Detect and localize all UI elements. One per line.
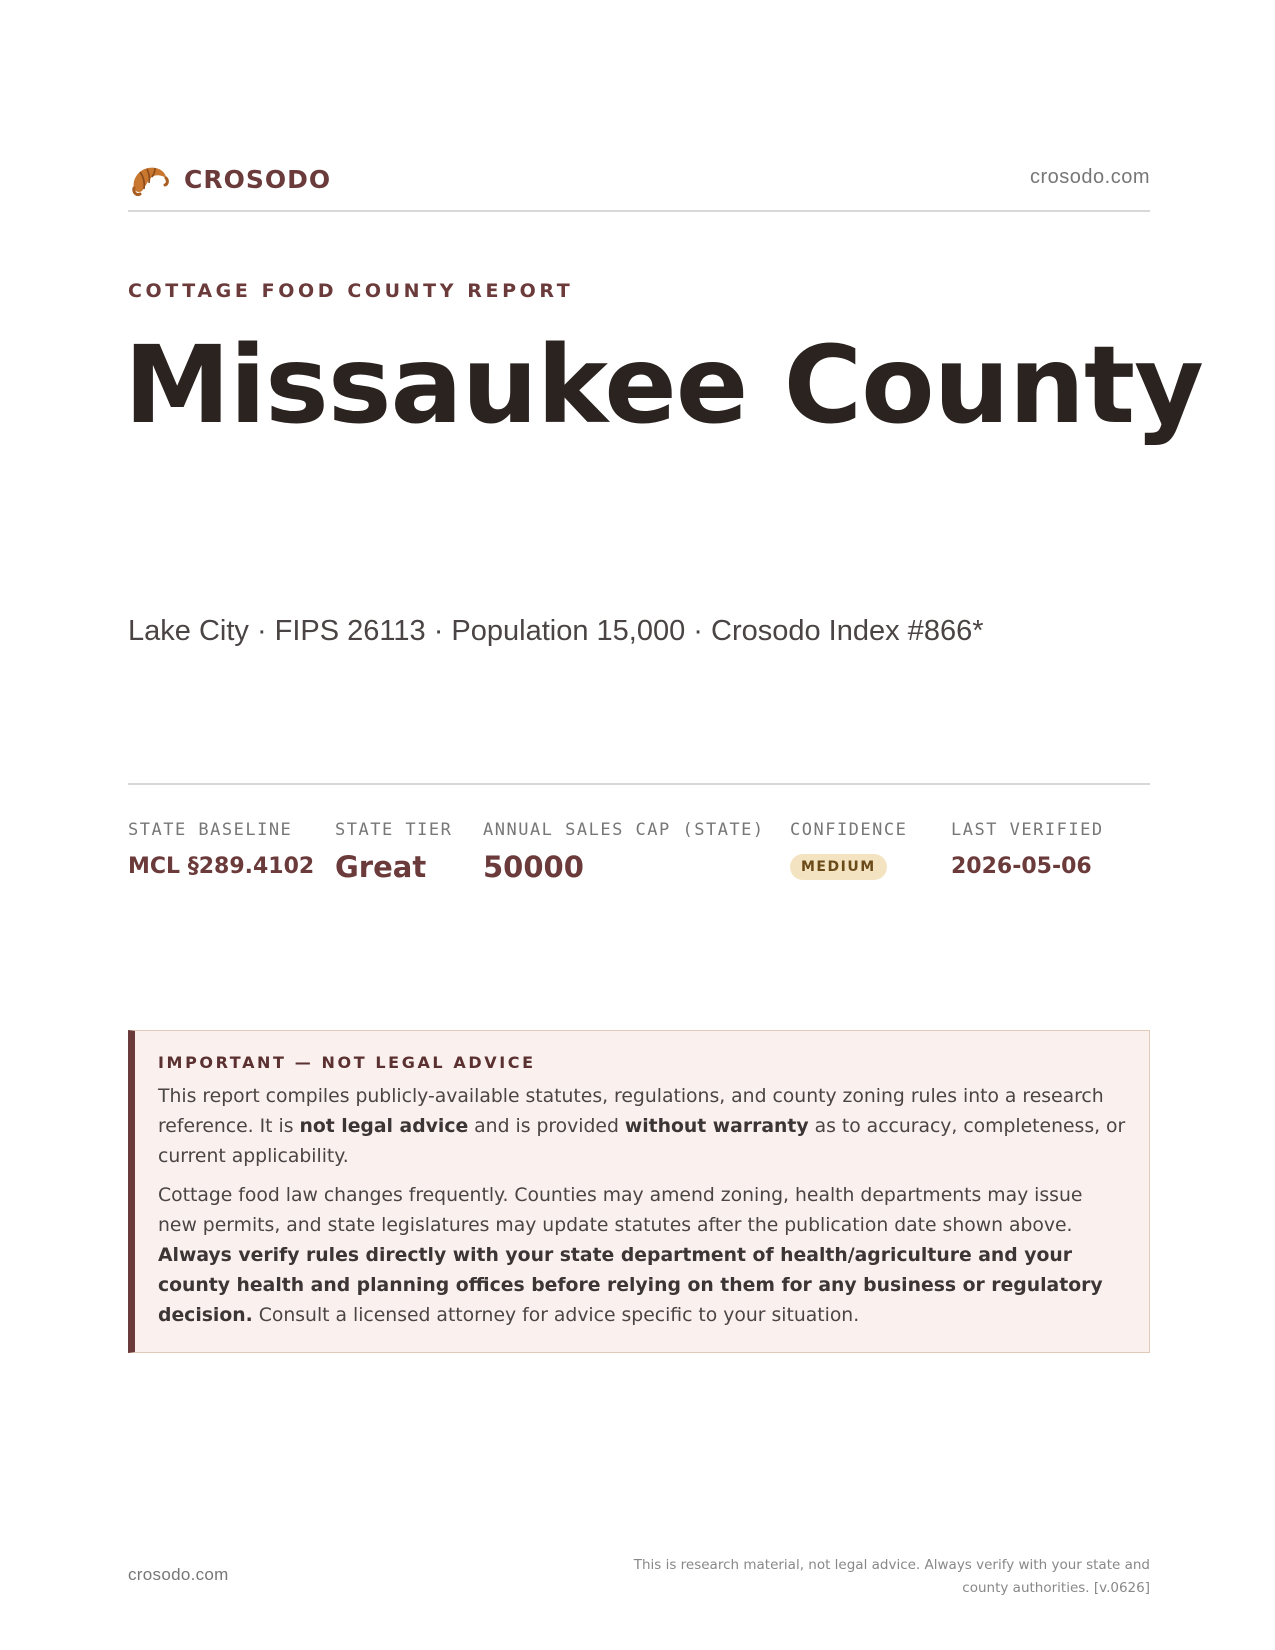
stat-value: 2026-05-06 — [951, 854, 1092, 879]
brand-name: CROSODO — [184, 164, 332, 194]
legal-notice — [128, 1030, 1150, 1353]
notice-paragraph: Cottage food law changes frequently. Counties may amend zoning, health departments may issue new permits, and state legislatures may update statutes after the publication date shown above. Always verify rules directly with your state department of health/agriculture and your county health and planning offices before relying on them for any business or regulatory decision. Consult a licensed attorney for advice specific to your situation. — [158, 1185, 1103, 1326]
stat-confidence — [790, 820, 907, 880]
county-subline: Lake City · FIPS 26113 · Population 15,000 · Crosodo Index #866* — [128, 615, 984, 647]
brand[interactable] — [128, 158, 331, 200]
stat-value: MCL §289.4102 — [128, 854, 315, 879]
confidence-badge: MEDIUM — [790, 854, 887, 880]
footer-url[interactable]: crosodo.com — [128, 1565, 229, 1584]
stat-state-tier — [335, 820, 452, 884]
section-divider — [128, 783, 1150, 785]
header-divider — [128, 210, 1150, 212]
stat-last-verified — [951, 820, 1104, 879]
site-url[interactable]: crosodo.com — [1030, 166, 1150, 188]
page-title: Missaukee County — [124, 324, 1203, 448]
stat-label: STATE TIER — [335, 820, 453, 840]
stat-label: ANNUAL SALES CAP (STATE) — [483, 820, 765, 840]
report-page — [124, 0, 1203, 1650]
stat-state-baseline — [128, 820, 314, 879]
report-eyebrow: COTTAGE FOOD COUNTY REPORT — [128, 280, 574, 302]
stat-value: Great — [335, 850, 427, 884]
stat-label: STATE BASELINE — [128, 820, 293, 840]
croissant-icon — [128, 158, 170, 200]
footer-disclaimer: This is research material, not legal advice. Always verify with your state and county authorities. [v.0626] — [633, 1557, 1150, 1596]
notice-title: IMPORTANT — NOT LEGAL ADVICE — [158, 1053, 536, 1072]
stat-value: 50000 — [483, 850, 584, 884]
stat-annual-sales-cap — [483, 820, 765, 884]
stat-label: CONFIDENCE — [790, 820, 908, 840]
stat-label: LAST VERIFIED — [951, 820, 1104, 840]
notice-paragraph: This report compiles publicly-available statutes, regulations, and county zoning rules into a research reference. It is not legal advice and is provided without warranty as to accuracy, completeness, or current applicability. — [158, 1086, 1126, 1167]
